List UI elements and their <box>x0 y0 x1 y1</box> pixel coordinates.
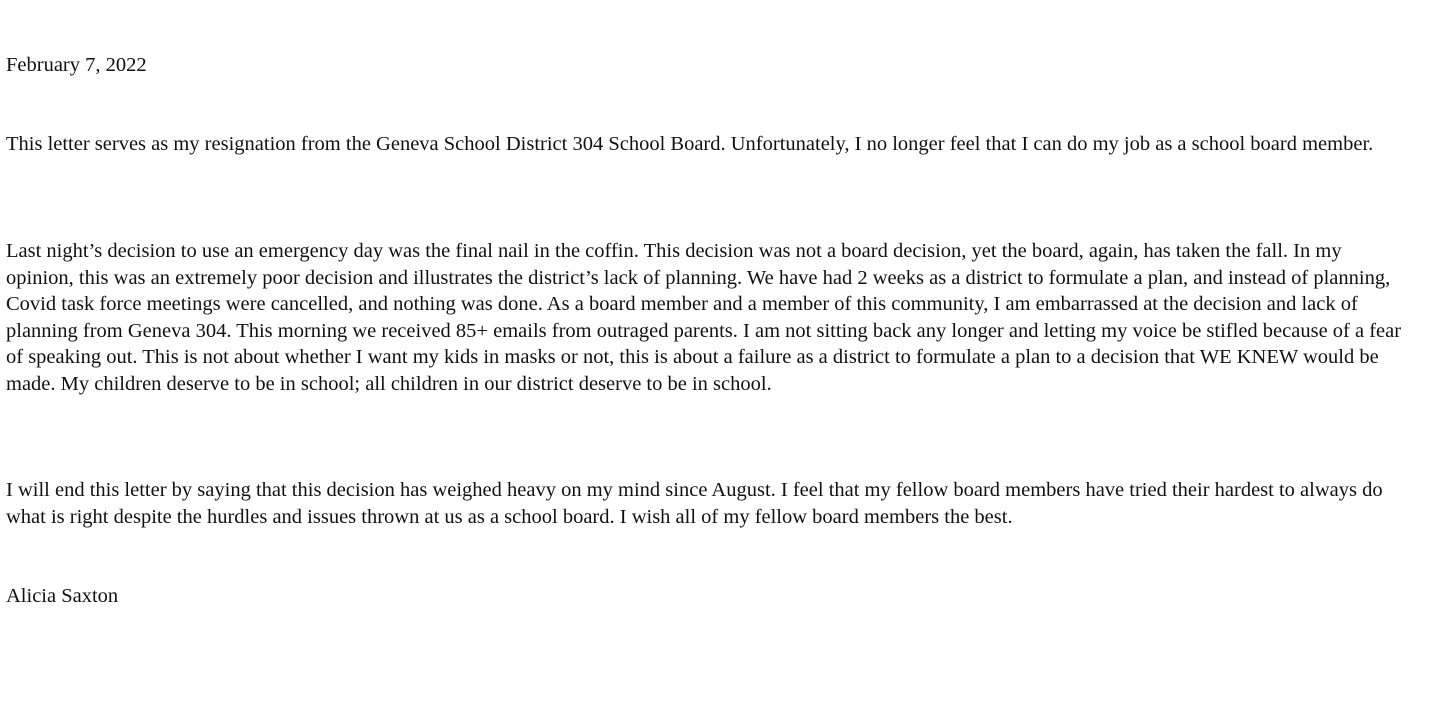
letter-paragraph-intro: This letter serves as my resignation from the Geneva School District 304 School Board. Unfortunately, I no longer feel that I can do my job as a school board member. <box>6 133 1374 155</box>
letter-signature: Alicia Saxton <box>6 585 119 607</box>
letter-paragraph-closing: I will end this letter by saying that this decision has weighed heavy on my mind since August. I feel that my fellow board members have tried their hardest to always do what is right despite the hurdles and issues thrown at us as a school board. I wish all of my fellow board members the best. <box>6 479 1383 528</box>
letter-paragraph-reason: Last night’s decision to use an emergency day was the final nail in the coffin. This decision was not a board decision, yet the board, again, has taken the fall. In my opinion, this was an extremely poor decision and illustrates the district’s lack of planning. We have had 2 weeks as a district to formulate a plan, and instead of planning, Covid task force meetings were cancelled, and nothing was done. As a board member and a member of this community, I am embarrassed at the decision and lack of planning from Geneva 304. This morning we received 85+ emails from outraged parents. I am not sitting back any longer and letting my voice be stifled because of a fear of speaking out. This is not about whether I want my kids in masks or not, this is about a failure as a district to formulate a plan to a decision that WE KNEW would be made. My children deserve to be in school; all children in our district deserve to be in school. <box>6 240 1402 395</box>
letter-date: February 7, 2022 <box>6 54 147 76</box>
